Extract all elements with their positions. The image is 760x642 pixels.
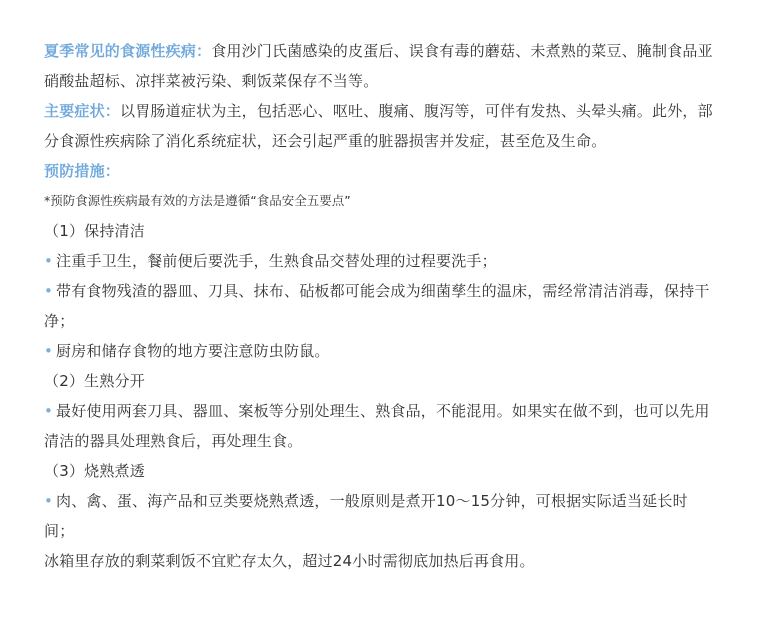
list-item-text: 肉、禽、蛋、海产品和豆类要烧熟煮透，一般原则是煮开10～15分钟，可根据实际适当延长时间； xyxy=(44,492,688,540)
closing-text: 冰箱里存放的剩菜剩饭不宜贮存太久，超过24小时需彻底加热后再食用。 xyxy=(44,552,535,570)
paragraph-common-diseases xyxy=(44,36,714,96)
paragraph-symptoms xyxy=(44,96,714,156)
heading-symptoms: 主要症状： xyxy=(44,102,121,120)
bullet-icon: • xyxy=(44,282,54,300)
bullet-icon: • xyxy=(44,402,54,420)
prevention-note: *预防食源性疾病最有效的方法是遵循“食品安全五要点” xyxy=(44,193,351,208)
bullet-icon: • xyxy=(44,342,54,360)
group-title-cook: （3）烧熟煮透 xyxy=(44,462,145,480)
list-item-text: 最好使用两套刀具、器皿、案板等分别处理生、熟食品，不能混用。如果实在做不到，也可以先用清洁的器具处理熟食后，再处理生食。 xyxy=(44,402,710,450)
bullet-icon: • xyxy=(44,492,54,510)
list-item xyxy=(44,246,714,276)
heading-common-diseases: 夏季常见的食源性疾病： xyxy=(44,42,212,60)
paragraph-prevention xyxy=(44,156,714,186)
list-item-text: 注重手卫生，餐前便后要洗手，生熟食品交替处理的过程要洗手； xyxy=(56,252,497,270)
list-item xyxy=(44,276,714,336)
group-title-clean: （1）保持清洁 xyxy=(44,222,145,240)
list-item xyxy=(44,336,714,366)
group-title-separate: （2）生熟分开 xyxy=(44,372,145,390)
bullet-icon: • xyxy=(44,252,54,270)
heading-prevention: 预防措施： xyxy=(44,162,121,180)
article-body xyxy=(44,36,714,576)
list-item xyxy=(44,486,714,546)
text-symptoms: 以胃肠道症状为主，包括恶心、呕吐、腹痛、腹泻等，可伴有发热、头晕头痛。此外，部分食源性疾病除了消化系统症状，还会引起严重的脏器损害并发症，甚至危及生命。 xyxy=(44,102,713,150)
list-item-text: 厨房和储存食物的地方要注意防虫防鼠。 xyxy=(56,342,330,360)
text-common-diseases: 食用沙门氏菌感染的皮蛋后、误食有毒的蘑菇、未煮熟的菜豆、腌制食品亚硝酸盐超标、凉拌菜被污染、剩饭菜保存不当等。 xyxy=(44,42,713,90)
list-item xyxy=(44,396,714,456)
list-item-text: 带有食物残渣的器皿、刀具、抹布、砧板都可能会成为细菌孳生的温床，需经常清洁消毒，保持干净； xyxy=(44,282,710,330)
